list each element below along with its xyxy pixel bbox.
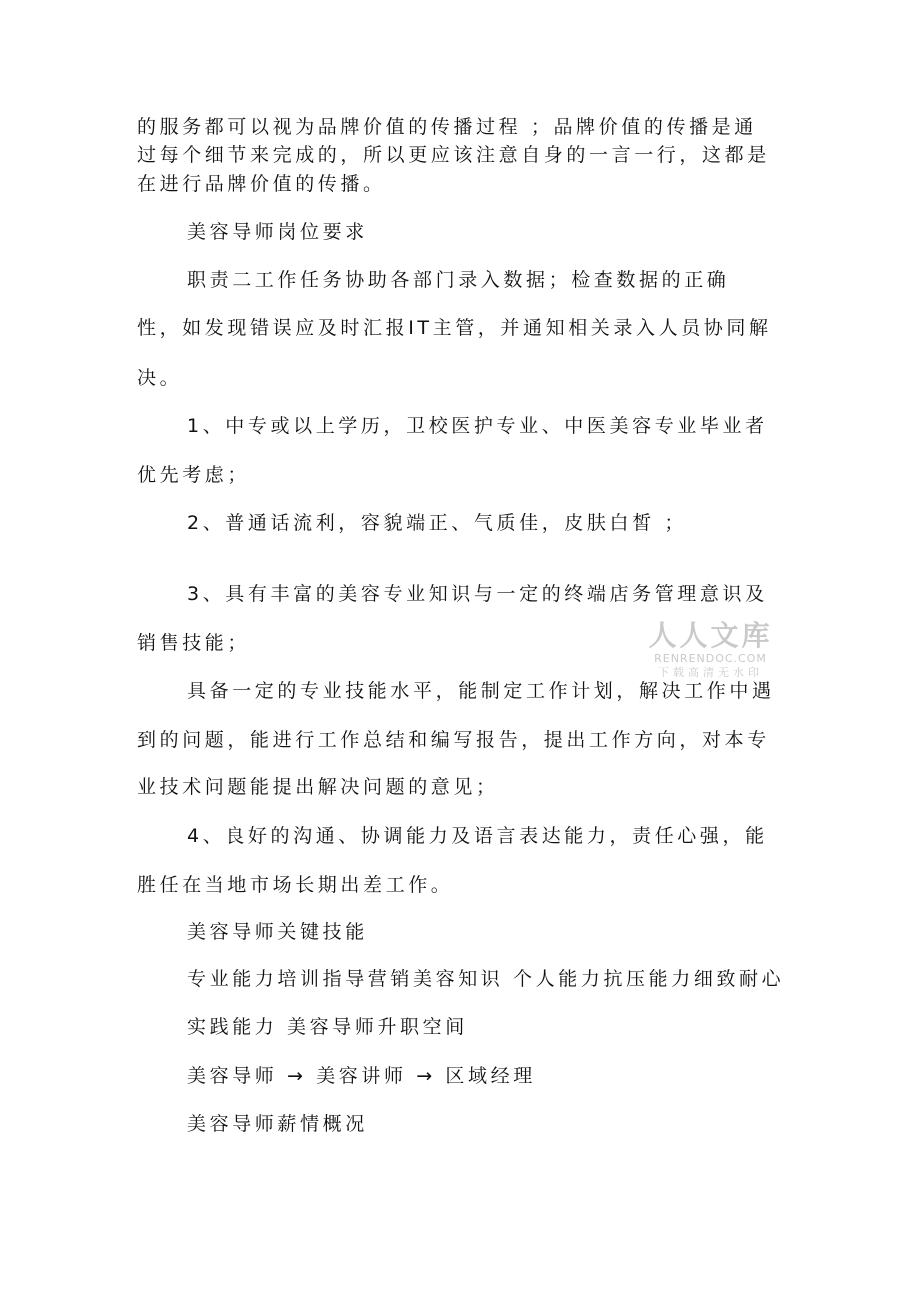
watermark-tagline: 下载高清无水印 [658, 666, 763, 679]
watermark-domain: RENRENDOC.COM [654, 652, 767, 665]
text-line-13: 具备一定的专业技能水平，能制定工作计划，解决工作中遇 [187, 680, 775, 702]
text-line-17: 胜任在当地市场长期出差工作。 [137, 874, 454, 896]
text-line-19: 专业能力培训指导营销美容知识 个人能力抗压能力细致耐心 [187, 968, 785, 990]
list-item-1: 1、中专或以上学历，卫校医护专业、中医美容专业毕业者 [187, 415, 768, 437]
text-line-2: 过每个细节来完成的，所以更应该注意自身的一言一行，这都是 [137, 144, 770, 166]
text-line-14: 到的问题，能进行工作总结和编写报告，提出工作方向，对本专 [137, 729, 770, 751]
text-line-1: 的服务都可以视为品牌价值的传播过程 ；品牌价值的传播是通 [137, 116, 757, 138]
career-path-line: 美容导师 → 美容讲师 → 区域经理 [187, 1065, 536, 1087]
list-item-2: 2、普通话流利，容貌端正、气质佳，皮肤白皙 ； [187, 512, 687, 534]
list-item-4: 4、良好的沟通、协调能力及语言表达能力，责任心强，能 [187, 825, 768, 847]
text-line-3: 在进行品牌价值的传播。 [137, 173, 386, 195]
text-line-15: 业技术问题能提出解决问题的意见； [137, 776, 499, 798]
watermark [648, 620, 773, 680]
list-item-3: 3、具有丰富的美容专业知识与一定的终端店务管理意识及 [187, 583, 768, 605]
section-heading-skills: 美容导师关键技能 [187, 921, 368, 943]
section-heading-salary: 美容导师薪情概况 [187, 1113, 368, 1135]
text-line-6: 性，如发现错误应及时汇报IT主管，并通知相关录入人员协同解 [137, 317, 772, 339]
text-line-7: 决。 [137, 367, 183, 389]
text-line-5: 职责二工作任务协助各部门录入数据；检查数据的正确 [187, 269, 730, 291]
text-line-9: 优先考虑； [137, 464, 251, 486]
section-heading-requirements: 美容导师岗位要求 [187, 221, 368, 243]
text-line-12: 销售技能； [137, 632, 251, 654]
watermark-title: 人人文库 [648, 619, 773, 652]
text-line-20: 实践能力 美容导师升职空间 [187, 1016, 468, 1038]
